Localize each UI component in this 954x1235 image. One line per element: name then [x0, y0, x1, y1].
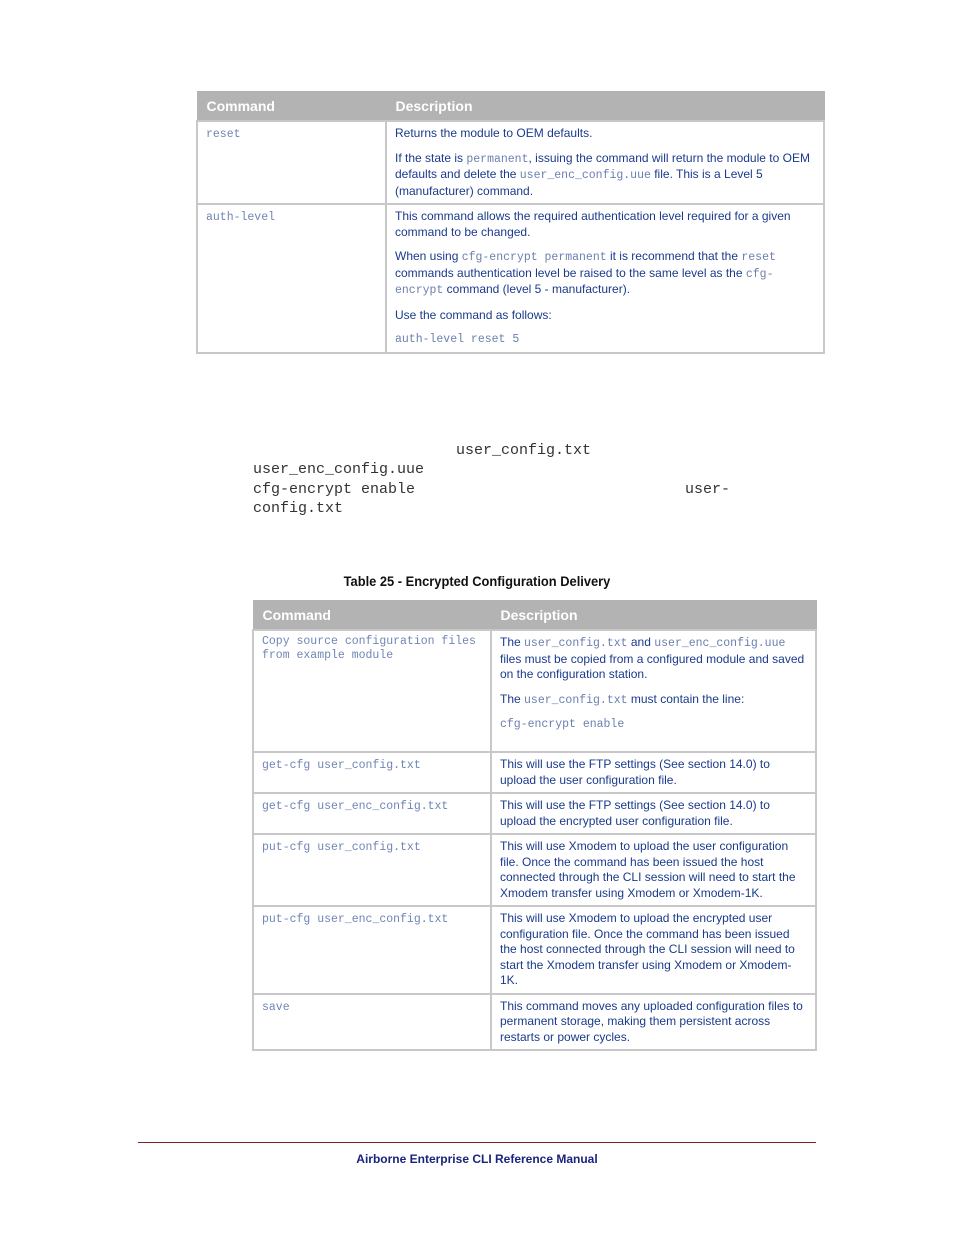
- code-fragment: config.txt: [253, 500, 344, 517]
- text-run: files must be copied from a configured module and saved on the configuration station.: [500, 651, 805, 681]
- table-row: [197, 121, 824, 204]
- description-paragraph: Use the command as follows:: [395, 307, 552, 322]
- header-command: Command: [197, 92, 386, 122]
- command-text: put-cfg user_enc_config.txt: [262, 913, 449, 926]
- description-cell: [386, 204, 824, 353]
- text-run: The: [500, 691, 525, 706]
- command-cell: [197, 204, 386, 353]
- table-caption: Table 25 - Encrypted Configuration Delivery: [343, 573, 611, 589]
- code-fragment: user_config.txt: [456, 442, 592, 459]
- table-header-row: [253, 601, 816, 631]
- text-run: , issuing the command will return the module to OEM defaults and delete the: [395, 150, 810, 181]
- inline-code: cfg-encrypt permanent: [461, 251, 607, 264]
- inline-code: user_config.txt: [524, 637, 628, 650]
- text-run: commands authentication level be raised to the same level as the: [395, 265, 746, 280]
- description-cell: This will use Xmodem to upload the encrypted user configuration file. Once the command has been issued the host connected through the CLI session will need to start the Xmodem transfer using Xmodem or Xmodem-1K.: [491, 906, 816, 994]
- header-description: Description: [491, 601, 816, 631]
- code-fragment: user-: [685, 481, 731, 498]
- text-run: If the state is: [395, 150, 467, 165]
- table-row: [197, 204, 824, 353]
- description-paragraph: [500, 635, 807, 683]
- command-cell: [253, 752, 491, 793]
- table-row: [253, 834, 816, 906]
- description-paragraph: [395, 151, 815, 200]
- table-row: [253, 752, 816, 793]
- command-cell: [253, 994, 491, 1051]
- command-text: auth-level: [206, 211, 276, 224]
- table-header-row: [197, 92, 824, 122]
- description-cell: This will use the FTP settings (See section 14.0) to upload the user configuration file.: [491, 752, 816, 793]
- description-cell: [491, 630, 816, 752]
- footer-divider: [138, 1142, 816, 1143]
- inline-code: cfg-encrypt: [395, 267, 774, 297]
- encrypted-config-table: [252, 600, 817, 1051]
- description-paragraph: [500, 692, 807, 709]
- code-example: auth-level reset 5: [395, 333, 520, 346]
- header-command: Command: [253, 601, 491, 631]
- command-cell: [253, 834, 491, 906]
- auth-commands-table: [196, 91, 825, 354]
- description-cell: This will use the FTP settings (See section 14.0) to upload the encrypted user configuration file.: [491, 793, 816, 834]
- header-description: Description: [386, 92, 824, 122]
- inline-code: reset: [741, 251, 776, 264]
- code-example: cfg-encrypt enable: [500, 718, 625, 731]
- description-cell: This will use Xmodem to upload the user configuration file. Once the command has been issued the host connected through the CLI session will need to start the Xmodem transfer using Xmodem or Xmodem-1K.: [491, 834, 816, 906]
- table-row: [253, 630, 816, 752]
- command-text: put-cfg user_config.txt: [262, 841, 421, 854]
- text-run: command (level 5 - manufacturer).: [443, 282, 631, 296]
- description-paragraph: Returns the module to OEM defaults.: [395, 126, 593, 140]
- text-run: The: [500, 635, 525, 649]
- code-fragment: user_enc_config.uue: [253, 461, 425, 478]
- command-text: save: [262, 1000, 290, 1014]
- inline-code: user_enc_config.uue: [519, 169, 651, 182]
- command-cell: [197, 121, 386, 204]
- description-paragraph: [395, 249, 815, 299]
- code-fragment: cfg-encrypt enable: [253, 481, 416, 498]
- inline-code: user_enc_config.uue: [654, 637, 786, 650]
- text-run: must contain the line:: [627, 691, 745, 706]
- text-run: it is recommend that the: [606, 249, 742, 263]
- description-cell: [386, 121, 824, 204]
- inline-code: permanent: [466, 152, 529, 166]
- description-cell: This command moves any uploaded configuration files to permanent storage, making them persistent across restarts or power cycles.: [491, 994, 816, 1051]
- description-paragraph: This command allows the required authentication level required for a given command to be changed.: [395, 209, 791, 239]
- inline-code: user_config.txt: [524, 693, 628, 707]
- command-text: get-cfg user_config.txt: [262, 759, 421, 772]
- text-run: When using: [395, 249, 462, 263]
- command-text: get-cfg user_enc_config.txt: [262, 800, 449, 813]
- table-row: [253, 906, 816, 994]
- command-cell: [253, 793, 491, 834]
- command-text: Copy source configuration files from example module: [262, 635, 476, 662]
- table-row: [253, 994, 816, 1051]
- text-run: file. This is a Level 5 (manufacturer) command.: [395, 167, 763, 198]
- command-cell: [253, 630, 491, 752]
- command-cell: [253, 906, 491, 994]
- footer-title: Airborne Enterprise CLI Reference Manual: [356, 1152, 598, 1166]
- command-text: reset: [206, 128, 241, 141]
- table-row: [253, 793, 816, 834]
- text-run: and: [627, 635, 655, 649]
